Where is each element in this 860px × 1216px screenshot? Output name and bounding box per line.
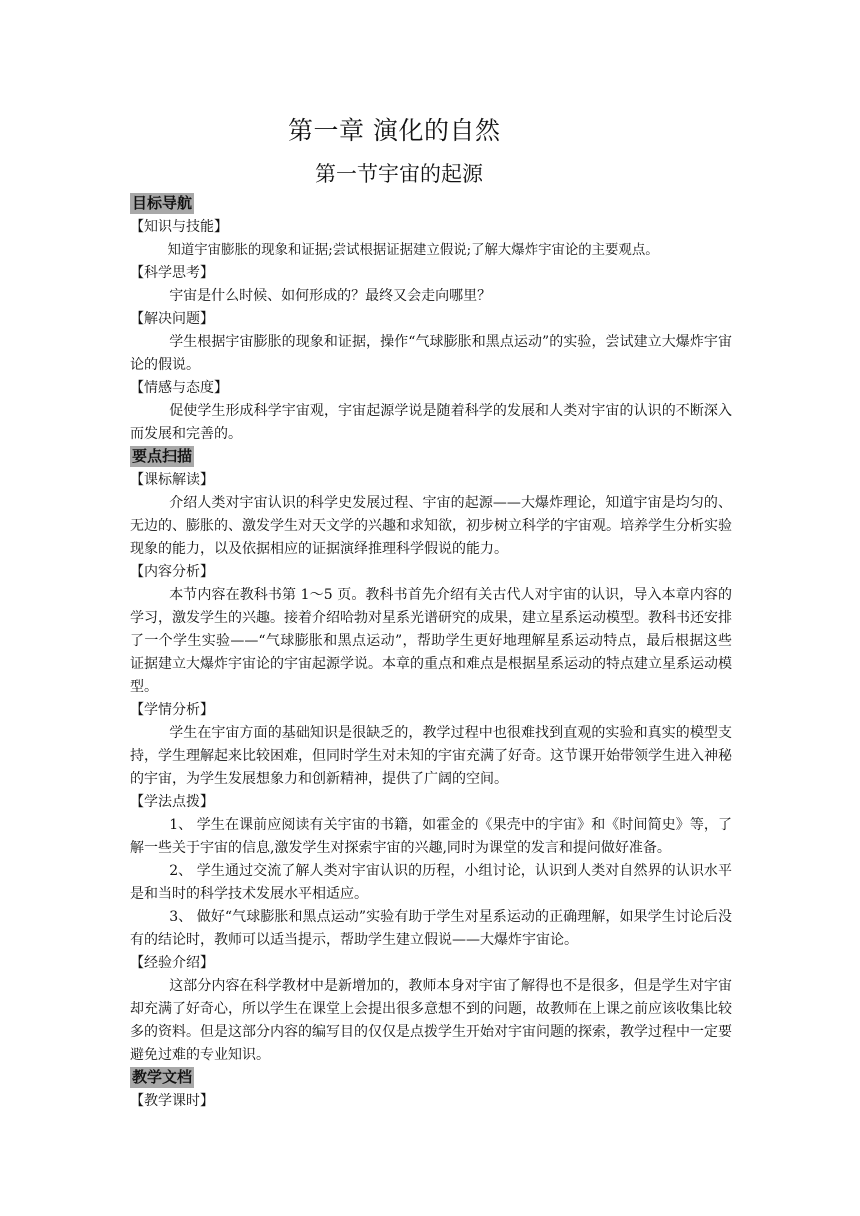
- label-standard: 【课标解读】: [130, 472, 214, 488]
- chapter-title: 第一章 演化的自然: [288, 116, 501, 145]
- method-item: 2、 学生通过交流了解人类对宇宙认识的历程，小组讨论，认识到人类对自然界的认识水平是和当时的科学技术发展水平相适应。: [130, 863, 732, 902]
- goal-section: [130, 193, 732, 446]
- text-knowledge: 知道宇宙膨胀的现象和证据;尝试根据证据建立假说;了解大爆炸宇宙论的主要观点。: [167, 243, 659, 258]
- text-learner: 学生在宇宙方面的基础知识是很缺乏的，教学过程中也很难找到直观的实验和真实的模型支持，学生理解起来比较困难，但同时学生对未知的宇宙充满了好奇。这节课开始带领学生进入神秘的宇宙，为学生发展想象力和创新精神，提供了广阔的空间。: [130, 725, 732, 787]
- label-science: 【科学思考】: [130, 265, 214, 281]
- label-problem: 【解决问题】: [130, 311, 214, 327]
- text-content: 本节内容在教科书第 1～5 页。教科书首先介绍有关古代人对宇宙的认识，导入本章内容的学习，激发学生的兴趣。接着介绍哈勃对星系光谱研究的成果，建立星系运动模型。教科书还安排了一个学生实验——“气球膨胀和黑点运动”，帮助学生更好地理解星系运动特点，最后根据这些证据建立大爆炸宇宙论的宇宙起源学说。本章的重点和难点是根据星系运动的特点建立星系运动模型。: [130, 587, 732, 695]
- method-item: 1、 学生在课前应阅读有关宇宙的书籍，如霍金的《果壳中的宇宙》和《时间简史》等，了解一些关于宇宙的信息,激发学生对探索宇宙的兴趣,同时为课堂的发言和提问做好准备。: [130, 817, 732, 856]
- section-heading-goal: 目标导航: [132, 194, 193, 212]
- label-knowledge: 【知识与技能】: [130, 219, 228, 235]
- text-science: 宇宙是什么时候、如何形成的？最终又会走向哪里？: [169, 288, 492, 304]
- text-experience: 这部分内容在科学教材中是新增加的，教师本身对宇宙了解得也不是很多，但是学生对宇宙却充满了好奇心，所以学生在课堂上会提出很多意想不到的问题，故教师在上课之前应该收集比较多的资料。但是这部分内容的编写目的仅仅是点拨学生开始对宇宙问题的探索，教学过程中一定要避免过难的专业知识。: [130, 978, 732, 1063]
- text-problem: 学生根据宇宙膨胀的现象和证据，操作“气球膨胀和黑点运动”的实验，尝试建立大爆炸宇宙论的假说。: [130, 334, 732, 373]
- text-attitude: 促使学生形成科学宇宙观，宇宙起源学说是随着科学的发展和人类对宇宙的认识的不断深入而发展和完善的。: [130, 403, 732, 442]
- label-method: 【学法点拨】: [130, 794, 214, 810]
- label-attitude: 【情感与态度】: [130, 380, 228, 396]
- label-hours: 【教学课时】: [130, 1093, 214, 1109]
- doc-section: [130, 1067, 732, 1113]
- label-learner: 【学情分析】: [130, 702, 214, 718]
- section-heading-scan: 要点扫描: [132, 447, 193, 465]
- label-experience: 【经验介绍】: [130, 955, 214, 971]
- scan-section: [130, 446, 732, 1067]
- text-standard: 介绍人类对宇宙认识的科学史发展过程、宇宙的起源——大爆炸理论，知道宇宙是均匀的、无边的、膨胀的、激发学生对天文学的兴趣和求知欲，初步树立科学的宇宙观。培养学生分析实验现象的能力，以及依据相应的证据演绎推理科学假说的能力。: [130, 495, 732, 557]
- document-body: [130, 193, 732, 1113]
- section-heading-doc: 教学文档: [132, 1068, 193, 1086]
- section-title: 第一节宇宙的起源: [315, 162, 483, 186]
- label-content: 【内容分析】: [130, 564, 214, 580]
- method-item: 3、 做好“气球膨胀和黑点运动”实验有助于学生对星系运动的正确理解，如果学生讨论后没有的结论时，教师可以适当提示，帮助学生建立假说——大爆炸宇宙论。: [130, 909, 732, 948]
